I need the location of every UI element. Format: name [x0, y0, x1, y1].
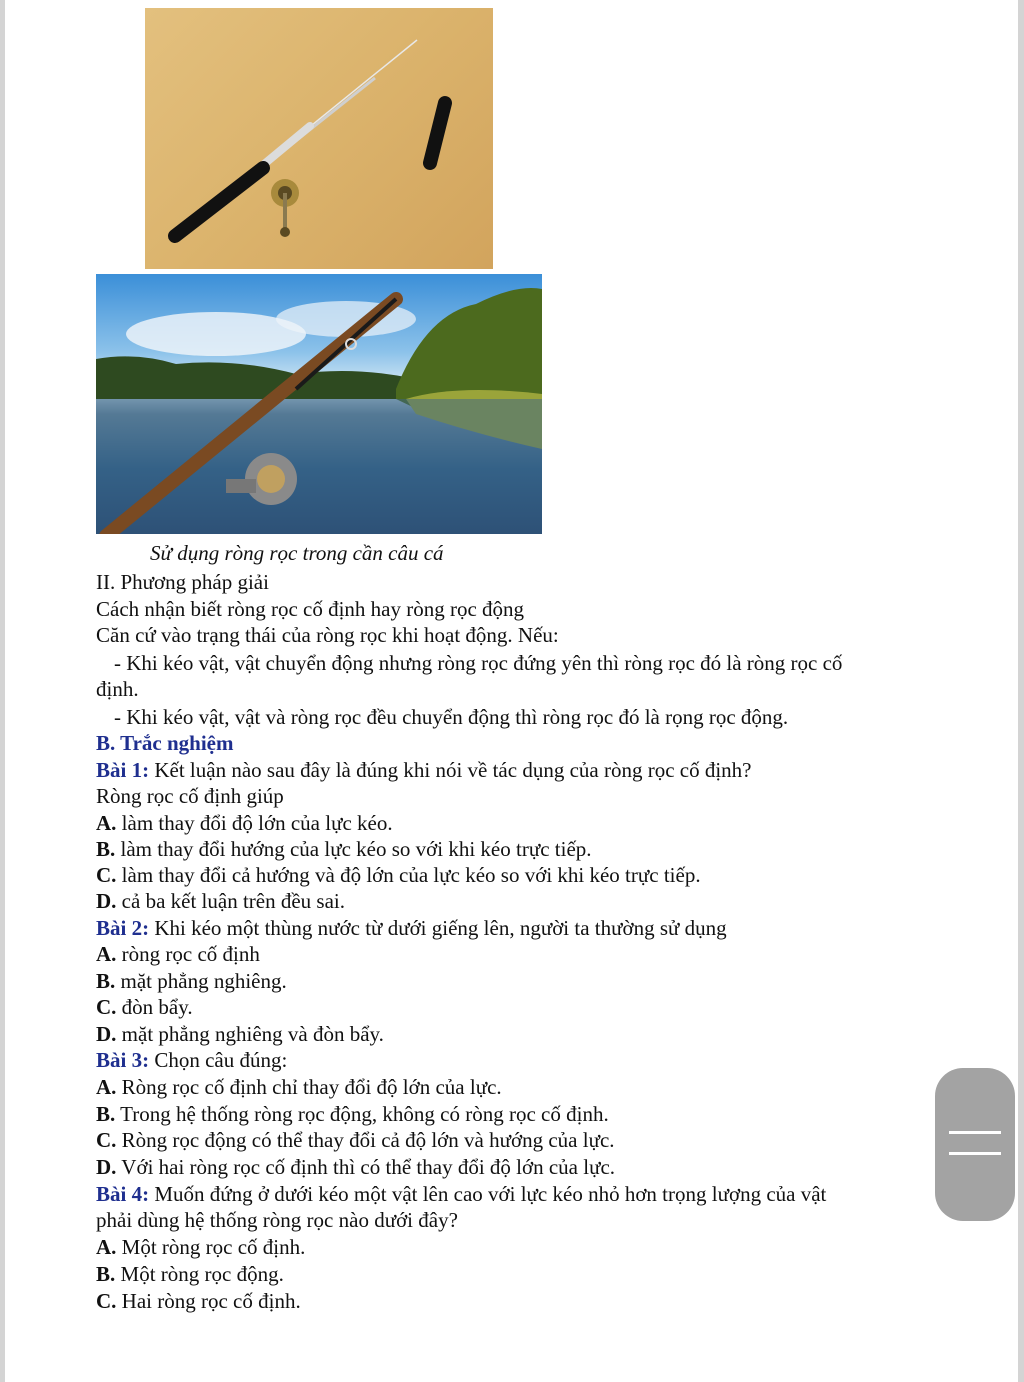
option	[96, 862, 701, 888]
question-label: Bài 4:	[96, 1182, 150, 1206]
method-bullet: - Khi kéo vật, vật chuyển động nhưng ròng rọc đứng yên thì ròng rọc đó là ròng rọc cố	[114, 651, 843, 675]
question-2	[96, 915, 727, 941]
option-text: làm thay đổi hướng của lực kéo so với khi kéo trực tiếp.	[115, 837, 592, 861]
option-text: làm thay đổi cả hướng và độ lớn của lực kéo so với khi kéo trực tiếp.	[116, 863, 701, 887]
option	[96, 810, 393, 836]
option-text: đòn bẩy.	[116, 995, 193, 1019]
option-key: B.	[96, 837, 116, 861]
option-key: C.	[96, 863, 117, 887]
option-key: B.	[96, 1262, 116, 1286]
option	[96, 1101, 609, 1127]
option-text: Với hai ròng rọc cố định thì có thể thay đổi độ lớn của lực.	[116, 1155, 616, 1179]
fishing-rod-lake-photo	[96, 274, 542, 534]
method-bullet-cont: định.	[96, 677, 139, 701]
pocket-fishing-rod-photo	[145, 8, 493, 269]
option-key: C.	[96, 995, 117, 1019]
question-label: Bài 2:	[96, 916, 150, 940]
option	[96, 1234, 305, 1260]
right-edge	[1018, 0, 1024, 1382]
option-text: Một ròng rọc động.	[115, 1262, 284, 1286]
option	[96, 1127, 615, 1153]
option-key: A.	[96, 942, 117, 966]
question-text-cont: Ròng rọc cố định giúp	[96, 784, 284, 808]
option-text: Một ròng rọc cố định.	[116, 1235, 306, 1259]
option-text: ròng rọc cố định	[116, 942, 260, 966]
question-label: Bài 3:	[96, 1048, 150, 1072]
question-text: Muốn đứng ở dưới kéo một vật lên cao với lực kéo nhỏ hơn trọng lượng của vật	[149, 1182, 827, 1206]
option-key: B.	[96, 1102, 116, 1126]
option-text: cả ba kết luận trên đều sai.	[116, 889, 345, 913]
question-text: Chọn câu đúng:	[149, 1048, 288, 1072]
option-text: Trong hệ thống ròng rọc động, không có ròng rọc cố định.	[115, 1102, 609, 1126]
option	[96, 994, 193, 1020]
option	[96, 1021, 384, 1047]
option-key: A.	[96, 811, 117, 835]
section-heading: II. Phương pháp giải	[96, 570, 269, 594]
option-text: mặt phẳng nghiêng và đòn bẩy.	[116, 1022, 384, 1046]
option-key: B.	[96, 969, 116, 993]
option-key: D.	[96, 1155, 117, 1179]
option-key: D.	[96, 889, 117, 913]
option-text: mặt phẳng nghiêng.	[115, 969, 287, 993]
handle-bar	[949, 1152, 1001, 1155]
question-text-cont: phải dùng hệ thống ròng rọc nào dưới đây?	[96, 1208, 458, 1232]
option-key: D.	[96, 1022, 117, 1046]
question-label: Bài 1:	[96, 758, 150, 782]
option	[96, 836, 592, 862]
option-key: C.	[96, 1289, 117, 1313]
method-line: Cách nhận biết ròng rọc cố định hay ròng rọc động	[96, 597, 525, 621]
option-key: A.	[96, 1075, 117, 1099]
scroll-handle[interactable]	[935, 1068, 1015, 1221]
question-1	[96, 757, 752, 783]
question-4	[96, 1181, 826, 1207]
option-text: Ròng rọc cố định chỉ thay đổi độ lớn của lực.	[116, 1075, 502, 1099]
section-b-heading: B. Trắc nghiệm	[96, 731, 234, 755]
option-key: A.	[96, 1235, 117, 1259]
option	[96, 1154, 615, 1180]
handle-bar	[949, 1131, 1001, 1134]
method-bullet: - Khi kéo vật, vật và ròng rọc đều chuyển động thì ròng rọc đó là rọng rọc động.	[114, 705, 789, 729]
option	[96, 888, 345, 914]
question-text: Kết luận nào sau đây là đúng khi nói về tác dụng của ròng rọc cố định?	[149, 758, 752, 782]
left-edge	[0, 0, 5, 1382]
question-3	[96, 1047, 287, 1073]
option	[96, 1261, 284, 1287]
method-line: Căn cứ vào trạng thái của ròng rọc khi hoạt động. Nếu:	[96, 623, 559, 647]
option-text: làm thay đổi độ lớn của lực kéo.	[116, 811, 393, 835]
option	[96, 1288, 301, 1314]
image-caption: Sử dụng ròng rọc trong cần câu cá	[150, 541, 444, 565]
option	[96, 1074, 502, 1100]
option-text: Ròng rọc động có thể thay đổi cả độ lớn và hướng của lực.	[116, 1128, 615, 1152]
question-text: Khi kéo một thùng nước từ dưới giếng lên, người ta thường sử dụng	[149, 916, 727, 940]
option	[96, 968, 287, 994]
option	[96, 941, 260, 967]
option-text: Hai ròng rọc cố định.	[116, 1289, 301, 1313]
option-key: C.	[96, 1128, 117, 1152]
